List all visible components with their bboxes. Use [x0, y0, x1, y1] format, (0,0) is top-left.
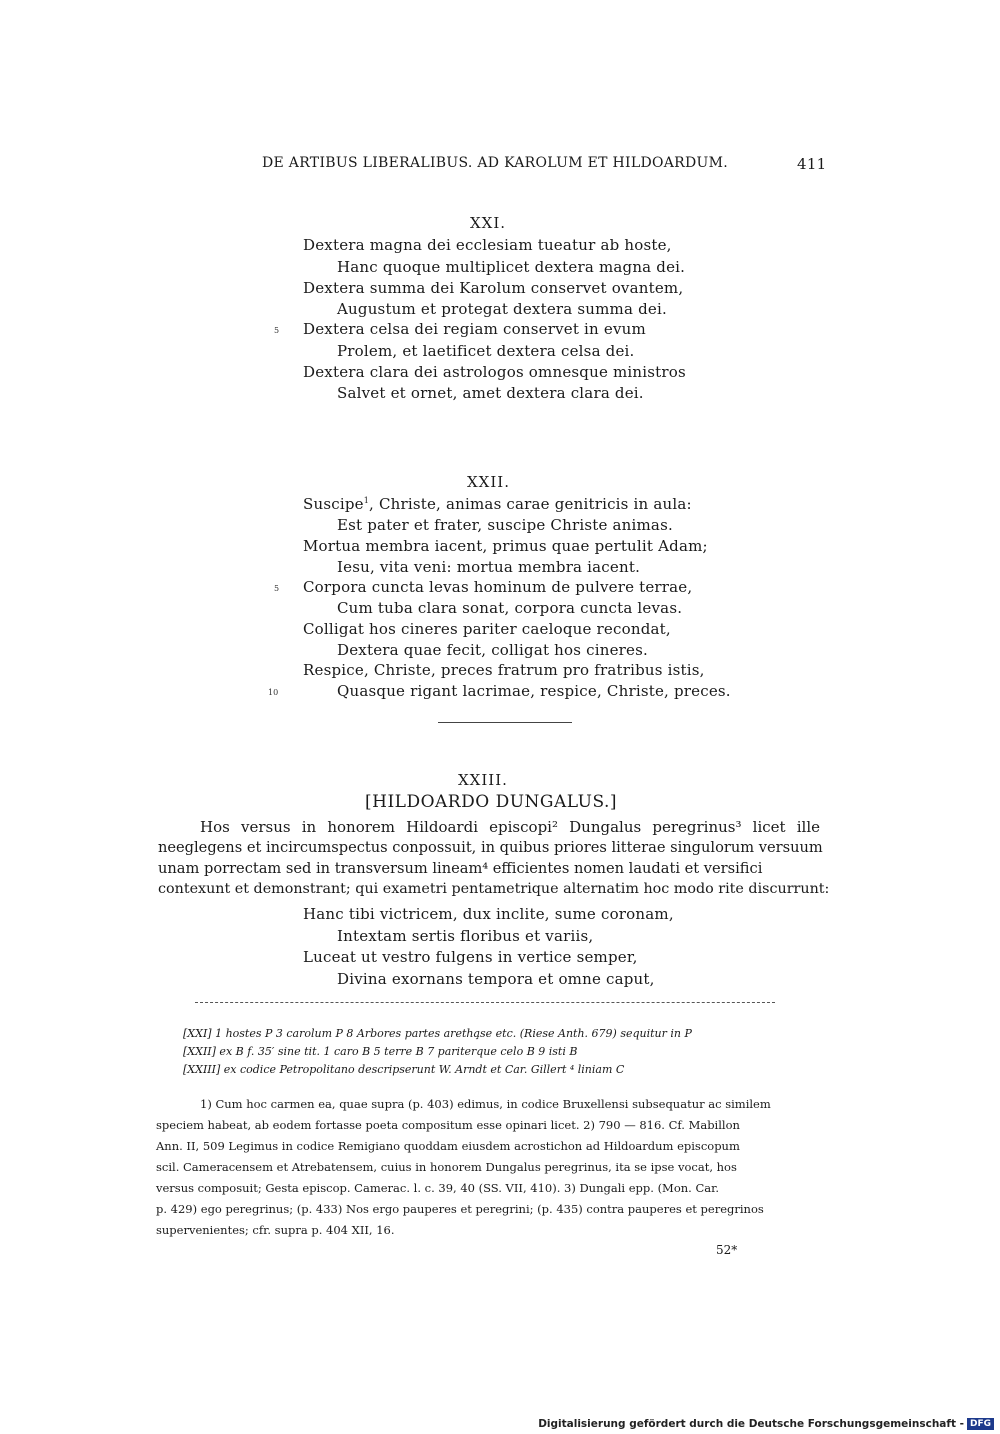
verse-line: Hanc quoque multiplicet dextera magna dei. — [337, 258, 686, 276]
poem-xxii-number: XXII. — [467, 473, 510, 491]
verse-line: Dextera quae fecit, colligat hos cineres. — [337, 641, 648, 659]
apparatus-line: [XXIII] ex codice Petropolitano descripserunt W. Arndt et Car. Gillert ⁴ liniam C — [183, 1063, 625, 1076]
verse-line: Quasque rigant lacrimae, respice, Christe, preces. — [337, 682, 731, 700]
poem-xxi-number: XXI. — [470, 214, 507, 232]
footnote-line: speciem habeat, ab eodem fortasse poeta compositum esse opinari licet. 2) 790 — 816. Cf. Mabillon — [156, 1118, 740, 1132]
footnote-line: scil. Cameracensem et Atrebatensem, cuius in honorem Dungalus peregrinus, ita se ipse vocat, hos — [156, 1160, 737, 1174]
verse-line: Salvet et ornet, amet dextera clara dei. — [337, 384, 644, 402]
line-number: 5 — [274, 584, 280, 593]
footnote-line: versus composuit; Gesta episcop. Camerac. l. c. 39, 40 (SS. VII, 410). 3) Dungali epp. (Mon. Car. — [156, 1181, 720, 1195]
footer-text: Digitalisierung gefördert durch die Deutsche Forschungsgemeinschaft - — [538, 1418, 964, 1430]
verse-line: Corpora cuncta levas hominum de pulvere terrae, — [303, 578, 693, 596]
footnote-line: supervenientes; cfr. supra p. 404 XII, 16. — [156, 1223, 395, 1237]
intro-line: Hos versus in honorem Hildoardi episcopi² Dungalus peregrinus³ licet ille — [200, 818, 820, 836]
intro-line: contexunt et demonstrant; qui exametri pentametrique alternatim hoc modo rite discurrunt: — [158, 881, 830, 897]
verse-line: Colligat hos cineres pariter caeloque recondat, — [303, 620, 671, 638]
verse-text: , Christe, animas carae genitricis in aula: — [369, 495, 692, 513]
verse-line: Prolem, et laetificet dextera celsa dei. — [337, 342, 635, 360]
apparatus-line: [XXI] 1 hostes P 3 carolum P 8 Arbores partes aretha̧se etc. (Riese Anth. 679) sequitur in P — [183, 1027, 692, 1040]
dfg-footer — [538, 1418, 994, 1430]
verse-line — [303, 495, 692, 513]
signature-mark: 52* — [716, 1243, 738, 1257]
verse-word: Suscipe — [303, 495, 364, 513]
verse-line: Cum tuba clara sonat, corpora cuncta levas. — [337, 599, 683, 617]
footnote-line: p. 429) ego peregrinus; (p. 433) Nos ergo pauperes et peregrini; (p. 435) contra pauperes et peregrinos — [156, 1202, 764, 1216]
verse-line: Iesu, vita veni: mortua membra iacent. — [337, 558, 641, 576]
apparatus-line: [XXII] ex B f. 35′ sine tit. 1 caro B 5 terre B 7 pariterque celo B 9 isti B — [183, 1045, 578, 1058]
line-number: 5 — [274, 326, 280, 335]
verse-line: Luceat ut vestro fulgens in vertice semper, — [303, 948, 638, 966]
footnote-ref: 1 — [363, 496, 370, 505]
poem-xxiii-subtitle: [HILDOARDO DUNGALUS.] — [365, 792, 618, 812]
verse-line: Intextam sertis floribus et variis, — [337, 927, 594, 945]
verse-line: Est pater et frater, suscipe Christe animas. — [337, 516, 673, 534]
verse-line: Respice, Christe, preces fratrum pro fratribus istis, — [303, 661, 705, 679]
section-divider — [438, 722, 572, 723]
footnote-line: Ann. II, 509 Legimus in codice Remigiano quoddam eiusdem acrostichon ad Hildoardum episcopum — [156, 1139, 740, 1153]
verse-line: Dextera summa dei Karolum conservet ovantem, — [303, 279, 684, 297]
apparatus-divider — [195, 1002, 775, 1003]
verse-line: Augustum et protegat dextera summa dei. — [337, 300, 667, 318]
line-number: 10 — [268, 688, 279, 697]
verse-line: Hanc tibi victricem, dux inclite, sume coronam, — [303, 905, 674, 923]
verse-line: Dextera celsa dei regiam conservet in evum — [303, 320, 646, 338]
verse-line: Dextera clara dei astrologos omnesque ministros — [303, 363, 686, 381]
dfg-logo: DFG — [967, 1418, 994, 1430]
verse-line: Dextera magna dei ecclesiam tueatur ab hoste, — [303, 236, 672, 254]
verse-line: Divina exornans tempora et omne caput, — [337, 970, 655, 988]
intro-line: neeglegens et incircumspectus conpossuit, in quibus priores litterae singulorum versuum — [158, 839, 823, 856]
running-title: DE ARTIBUS LIBERALIBUS. AD KAROLUM ET HILDOARDUM. — [262, 155, 729, 171]
verse-line: Mortua membra iacent, primus quae pertulit Adam; — [303, 537, 708, 555]
intro-line: unam porrectam sed in transversum lineam⁴ efficientes nomen laudati et versifici — [158, 860, 763, 877]
footnote-line: 1) Cum hoc carmen ea, quae supra (p. 403) edimus, in codice Bruxellensi subsequatur ac similem — [200, 1097, 771, 1111]
page-number: 411 — [797, 155, 827, 173]
poem-xxiii-number: XXIII. — [458, 771, 508, 789]
